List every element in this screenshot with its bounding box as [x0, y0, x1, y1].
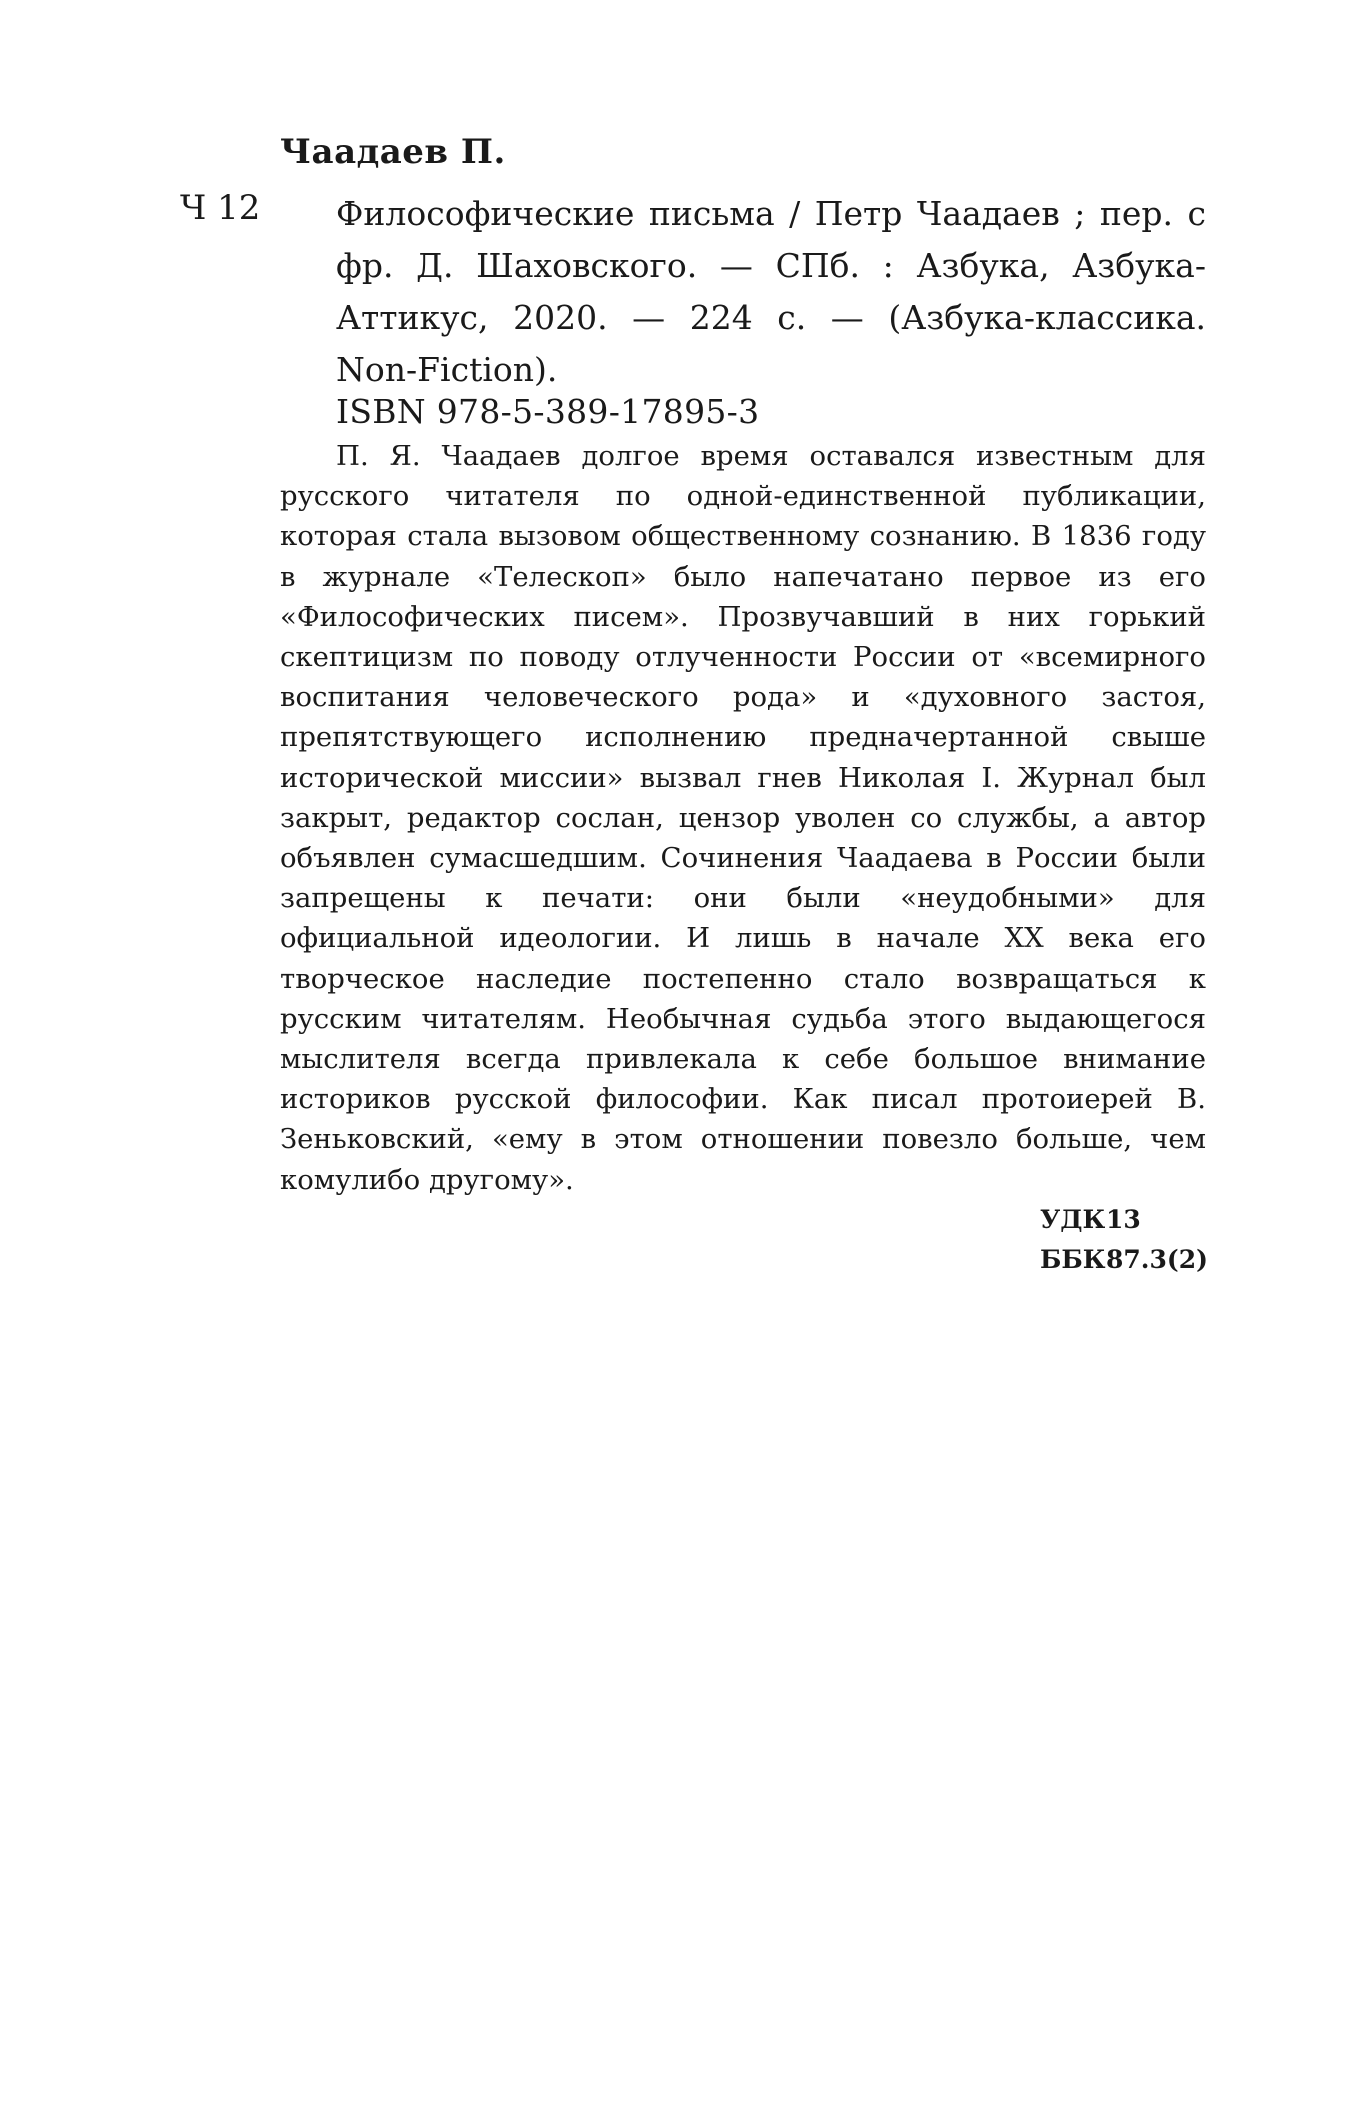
- udk-value: 13: [1106, 1205, 1141, 1234]
- udk-row: [1040, 1200, 1208, 1240]
- udk-label: УДК: [1040, 1205, 1106, 1234]
- author-heading: Чаадаев П.: [280, 132, 506, 172]
- annotation-paragraph: П. Я. Чаадаев долгое время оставался известным для русского читателя по одной-единственной публикации, которая стала вызовом общественному сознанию. В 1836 году в журнале «Телескоп» было напечатано первое из его «Философических писем». Прозвучавший в них горький скептицизм по поводу отлученности России от «всемирного воспитания человеческого рода» и «духовного застоя, препятствующего исполнению предначертанной свыше исторической миссии» вызвал гнев Николая I. Журнал был закрыт, редактор сослан, цензор уволен со службы, а автор объявлен сумасшедшим. Сочинения Чаадаева в России были запрещены к печати: они были «неудобными» для официальной идеологии. И лишь в начале XX века его творческое наследие постепенно стало возвращаться к русским читателям. Необычная судьба этого выдающегося мыслителя всегда привлекала к себе большое внимание историков русской философии. Как писал протоиерей В. Зеньковский, «ему в этом отношении повезло больше, чем комулибо другому».: [280, 440, 1206, 1196]
- bbk-label: ББК: [1040, 1245, 1106, 1274]
- classification-codes: [1040, 1200, 1208, 1280]
- bbk-value: 87.3(2): [1106, 1245, 1208, 1274]
- isbn: ISBN 978-5-389-17895-3: [336, 392, 760, 431]
- bbk-row: [1040, 1240, 1208, 1280]
- citation-text: Философические письма / Петр Чаадаев ; пер. с фр. Д. Шаховского. — СПб. : Азбука, Азбука-Аттикус, 2020. — 224 с. — (Азбука-классика. Non-Fiction).: [336, 194, 1206, 389]
- author-mark: Ч 12: [180, 188, 261, 228]
- bibliographic-citation: [280, 188, 1206, 396]
